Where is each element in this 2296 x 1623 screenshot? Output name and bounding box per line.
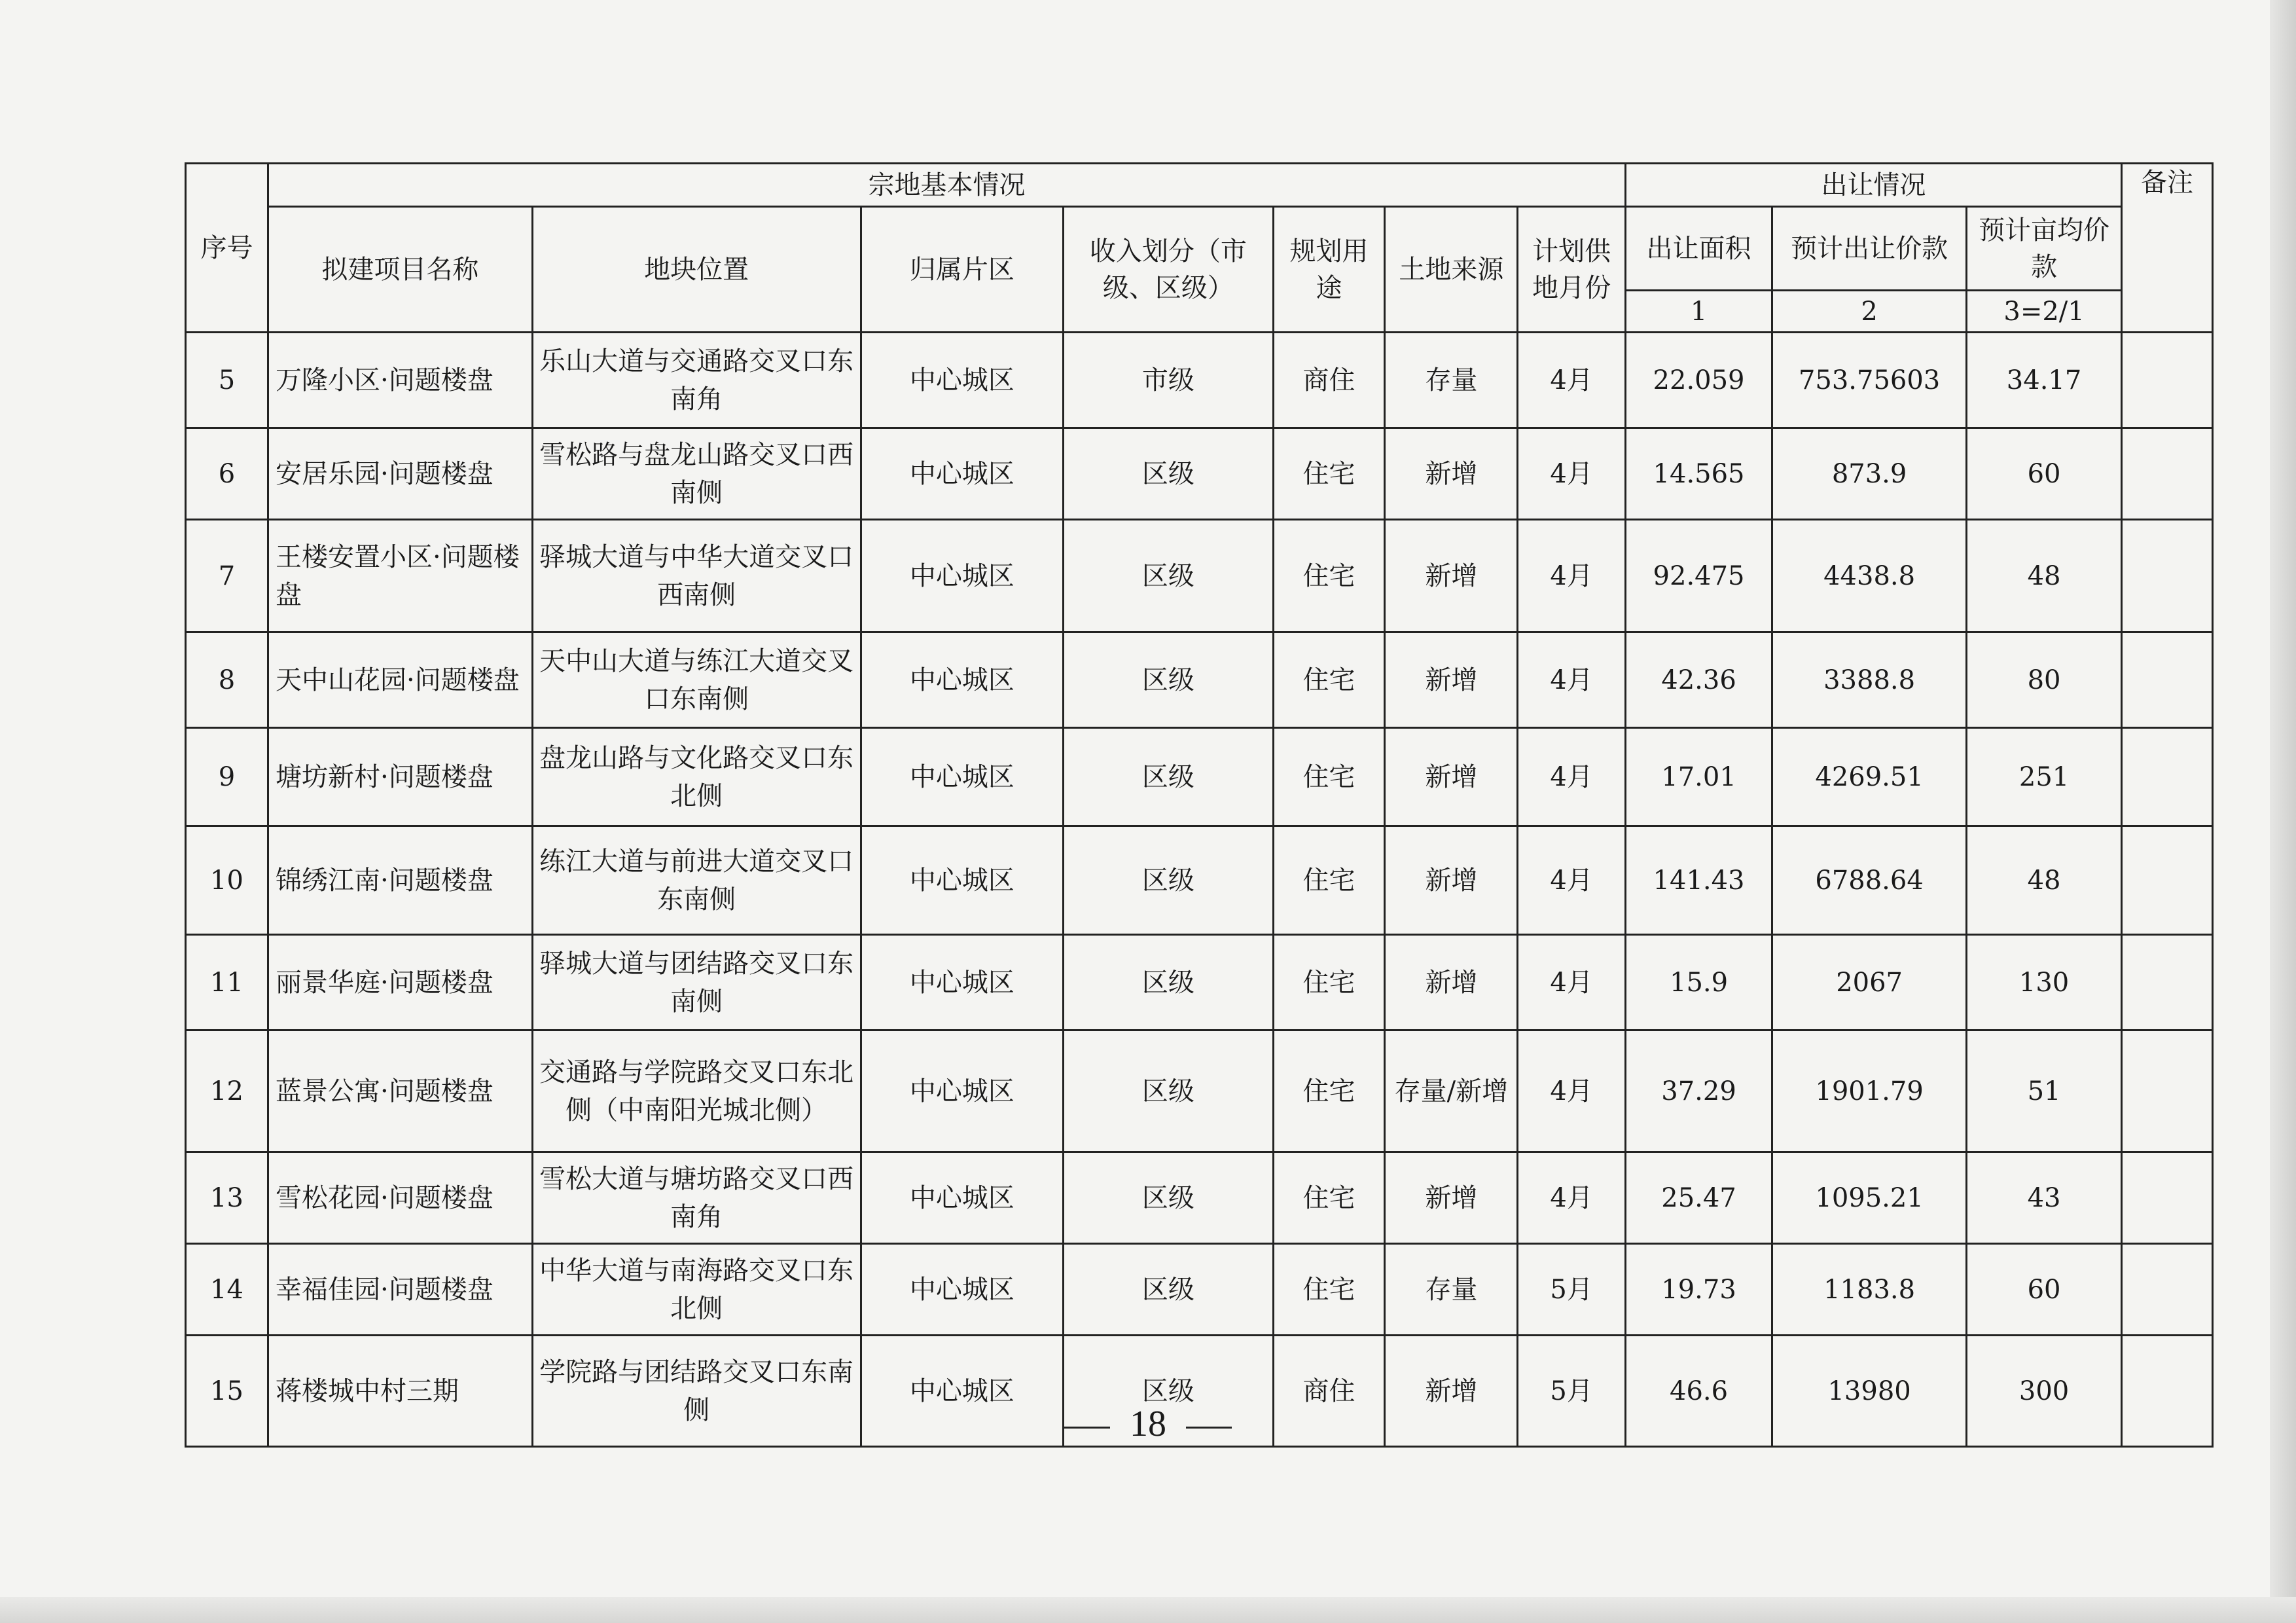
row-supply-month: 4月 (1518, 428, 1626, 520)
row-income-division: 区级 (1064, 520, 1273, 632)
header-area: 出让面积 (1625, 207, 1772, 291)
row-supply-month: 4月 (1518, 826, 1626, 935)
row-location: 驿城大道与中华大道交叉口西南侧 (532, 520, 861, 632)
header-location: 地块位置 (532, 207, 861, 333)
row-seq: 8 (186, 632, 268, 728)
row-income-division: 区级 (1064, 428, 1273, 520)
header-planned-use: 规划用途 (1273, 207, 1385, 333)
row-location: 驿城大道与团结路交叉口东南侧 (532, 935, 861, 1030)
row-district: 中心城区 (861, 826, 1064, 935)
row-district: 中心城区 (861, 1152, 1064, 1244)
row-area: 17.01 (1625, 728, 1772, 826)
row-planned-use: 住宅 (1273, 1030, 1385, 1152)
row-remark (2122, 935, 2213, 1030)
row-area: 141.43 (1625, 826, 1772, 935)
row-price: 4438.8 (1772, 520, 1967, 632)
row-land-source: 新增 (1385, 428, 1518, 520)
header-unit-price: 预计亩均价款 (1967, 207, 2122, 291)
row-district: 中心城区 (861, 333, 1064, 428)
row-supply-month: 4月 (1518, 1152, 1626, 1244)
page-number (0, 1401, 2296, 1447)
row-district: 中心城区 (861, 520, 1064, 632)
row-income-division: 区级 (1064, 1336, 1273, 1447)
header-income-division: 收入划分（市级、区级） (1064, 207, 1273, 333)
row-remark (2122, 1152, 2213, 1244)
row-planned-use: 住宅 (1273, 1244, 1385, 1336)
row-planned-use: 住宅 (1273, 632, 1385, 728)
page-number-left-dash (1064, 1427, 1110, 1429)
row-project-name: 雪松花园·问题楼盘 (268, 1152, 533, 1244)
row-income-division: 区级 (1064, 632, 1273, 728)
row-project-name: 天中山花园·问题楼盘 (268, 632, 533, 728)
row-seq: 14 (186, 1244, 268, 1336)
row-seq: 9 (186, 728, 268, 826)
row-price: 6788.64 (1772, 826, 1967, 935)
row-land-source: 新增 (1385, 1336, 1518, 1447)
row-planned-use: 住宅 (1273, 728, 1385, 826)
row-supply-month: 4月 (1518, 632, 1626, 728)
row-location: 学院路与团结路交叉口东南侧 (532, 1336, 861, 1447)
row-district: 中心城区 (861, 1244, 1064, 1336)
row-remark (2122, 728, 2213, 826)
table-row (186, 333, 2213, 428)
row-income-division: 区级 (1064, 1244, 1273, 1336)
row-income-division: 区级 (1064, 935, 1273, 1030)
row-location: 练江大道与前进大道交叉口东南侧 (532, 826, 861, 935)
row-supply-month: 5月 (1518, 1244, 1626, 1336)
row-planned-use: 住宅 (1273, 1152, 1385, 1244)
row-seq: 7 (186, 520, 268, 632)
row-project-name: 蓝景公寓·问题楼盘 (268, 1030, 533, 1152)
row-seq: 5 (186, 333, 268, 428)
table-row (186, 728, 2213, 826)
land-supply-table (185, 162, 2214, 1448)
row-unit-price: 60 (1967, 1244, 2122, 1336)
table-row (186, 1244, 2213, 1336)
row-price: 2067 (1772, 935, 1967, 1030)
row-seq: 11 (186, 935, 268, 1030)
row-supply-month: 4月 (1518, 520, 1626, 632)
row-income-division: 区级 (1064, 826, 1273, 935)
row-planned-use: 住宅 (1273, 428, 1385, 520)
row-income-division: 区级 (1064, 728, 1273, 826)
row-location: 雪松路与盘龙山路交叉口西南侧 (532, 428, 861, 520)
row-planned-use: 商住 (1273, 1336, 1385, 1447)
row-planned-use: 住宅 (1273, 935, 1385, 1030)
row-location: 乐山大道与交通路交叉口东南角 (532, 333, 861, 428)
row-project-name: 安居乐园·问题楼盘 (268, 428, 533, 520)
row-unit-price: 300 (1967, 1336, 2122, 1447)
row-planned-use: 住宅 (1273, 520, 1385, 632)
row-remark (2122, 632, 2213, 728)
row-unit-price: 60 (1967, 428, 2122, 520)
row-area: 14.565 (1625, 428, 1772, 520)
table-row (186, 520, 2213, 632)
row-area: 92.475 (1625, 520, 1772, 632)
row-price: 753.75603 (1772, 333, 1967, 428)
row-project-name: 万隆小区·问题楼盘 (268, 333, 533, 428)
page-number-value: 18 (1130, 1404, 1166, 1444)
row-price: 13980 (1772, 1336, 1967, 1447)
row-land-source: 新增 (1385, 935, 1518, 1030)
row-area: 19.73 (1625, 1244, 1772, 1336)
row-remark (2122, 826, 2213, 935)
row-land-source: 新增 (1385, 1152, 1518, 1244)
row-seq: 12 (186, 1030, 268, 1152)
row-supply-month: 4月 (1518, 1030, 1626, 1152)
header-transfer-info: 出让情况 (1625, 164, 2121, 207)
row-remark (2122, 520, 2213, 632)
row-location: 盘龙山路与文化路交叉口东北侧 (532, 728, 861, 826)
row-price: 1901.79 (1772, 1030, 1967, 1152)
header-project-name: 拟建项目名称 (268, 207, 533, 333)
row-district: 中心城区 (861, 728, 1064, 826)
row-project-name: 蒋楼城中村三期 (268, 1336, 533, 1447)
row-price: 4269.51 (1772, 728, 1967, 826)
table-row (186, 428, 2213, 520)
table-row (186, 826, 2213, 935)
row-land-source: 新增 (1385, 728, 1518, 826)
row-district: 中心城区 (861, 428, 1064, 520)
header-supply-month: 计划供地月份 (1518, 207, 1626, 333)
header-land-source: 土地来源 (1385, 207, 1518, 333)
row-unit-price: 130 (1967, 935, 2122, 1030)
row-location: 天中山大道与练江大道交叉口东南侧 (532, 632, 861, 728)
row-land-source: 新增 (1385, 632, 1518, 728)
table-row (186, 1030, 2213, 1152)
row-unit-price: 48 (1967, 520, 2122, 632)
row-planned-use: 住宅 (1273, 826, 1385, 935)
row-price: 1183.8 (1772, 1244, 1967, 1336)
row-area: 37.29 (1625, 1030, 1772, 1152)
row-area: 22.059 (1625, 333, 1772, 428)
row-project-name: 丽景华庭·问题楼盘 (268, 935, 533, 1030)
row-unit-price: 51 (1967, 1030, 2122, 1152)
table-row (186, 1152, 2213, 1244)
row-remark (2122, 428, 2213, 520)
page-shadow (2270, 0, 2296, 1623)
row-unit-price: 251 (1967, 728, 2122, 826)
row-unit-price: 48 (1967, 826, 2122, 935)
row-district: 中心城区 (861, 632, 1064, 728)
row-area: 15.9 (1625, 935, 1772, 1030)
row-income-division: 区级 (1064, 1030, 1273, 1152)
header-unit-price-number: 3=2/1 (1967, 291, 2122, 333)
row-project-name: 塘坊新村·问题楼盘 (268, 728, 533, 826)
row-seq: 13 (186, 1152, 268, 1244)
table-body (186, 333, 2213, 1447)
header-basic-info: 宗地基本情况 (268, 164, 1626, 207)
row-area: 42.36 (1625, 632, 1772, 728)
row-location: 雪松大道与塘坊路交叉口西南角 (532, 1152, 861, 1244)
header-seq: 序号 (186, 164, 268, 333)
row-area: 46.6 (1625, 1336, 1772, 1447)
row-price: 873.9 (1772, 428, 1967, 520)
row-project-name: 王楼安置小区·问题楼盘 (268, 520, 533, 632)
row-remark (2122, 1244, 2213, 1336)
row-area: 25.47 (1625, 1152, 1772, 1244)
row-supply-month: 4月 (1518, 728, 1626, 826)
row-seq: 15 (186, 1336, 268, 1447)
row-unit-price: 34.17 (1967, 333, 2122, 428)
row-planned-use: 商住 (1273, 333, 1385, 428)
header-price: 预计出让价款 (1772, 207, 1967, 291)
row-price: 1095.21 (1772, 1152, 1967, 1244)
row-unit-price: 43 (1967, 1152, 2122, 1244)
row-remark (2122, 333, 2213, 428)
row-supply-month: 4月 (1518, 333, 1626, 428)
row-land-source: 新增 (1385, 520, 1518, 632)
row-price: 3388.8 (1772, 632, 1967, 728)
row-income-division: 区级 (1064, 1152, 1273, 1244)
row-land-source: 存量 (1385, 333, 1518, 428)
page-edge (0, 1597, 2296, 1623)
row-district: 中心城区 (861, 1030, 1064, 1152)
table-row (186, 632, 2213, 728)
row-land-source: 存量/新增 (1385, 1030, 1518, 1152)
row-location: 中华大道与南海路交叉口东北侧 (532, 1244, 861, 1336)
row-supply-month: 4月 (1518, 935, 1626, 1030)
row-seq: 10 (186, 826, 268, 935)
row-location: 交通路与学院路交叉口东北侧（中南阳光城北侧） (532, 1030, 861, 1152)
row-project-name: 锦绣江南·问题楼盘 (268, 826, 533, 935)
header-remarks: 备注 (2122, 164, 2213, 333)
row-unit-price: 80 (1967, 632, 2122, 728)
table-row (186, 935, 2213, 1030)
row-income-division: 市级 (1064, 333, 1273, 428)
row-supply-month: 5月 (1518, 1336, 1626, 1447)
row-land-source: 新增 (1385, 826, 1518, 935)
row-project-name: 幸福佳园·问题楼盘 (268, 1244, 533, 1336)
row-district: 中心城区 (861, 1336, 1064, 1447)
header-district: 归属片区 (861, 207, 1064, 333)
row-seq: 6 (186, 428, 268, 520)
row-remark (2122, 1030, 2213, 1152)
header-area-number: 1 (1625, 291, 1772, 333)
header-price-number: 2 (1772, 291, 1967, 333)
page-number-right-dash (1186, 1427, 1232, 1429)
row-district: 中心城区 (861, 935, 1064, 1030)
row-land-source: 存量 (1385, 1244, 1518, 1336)
